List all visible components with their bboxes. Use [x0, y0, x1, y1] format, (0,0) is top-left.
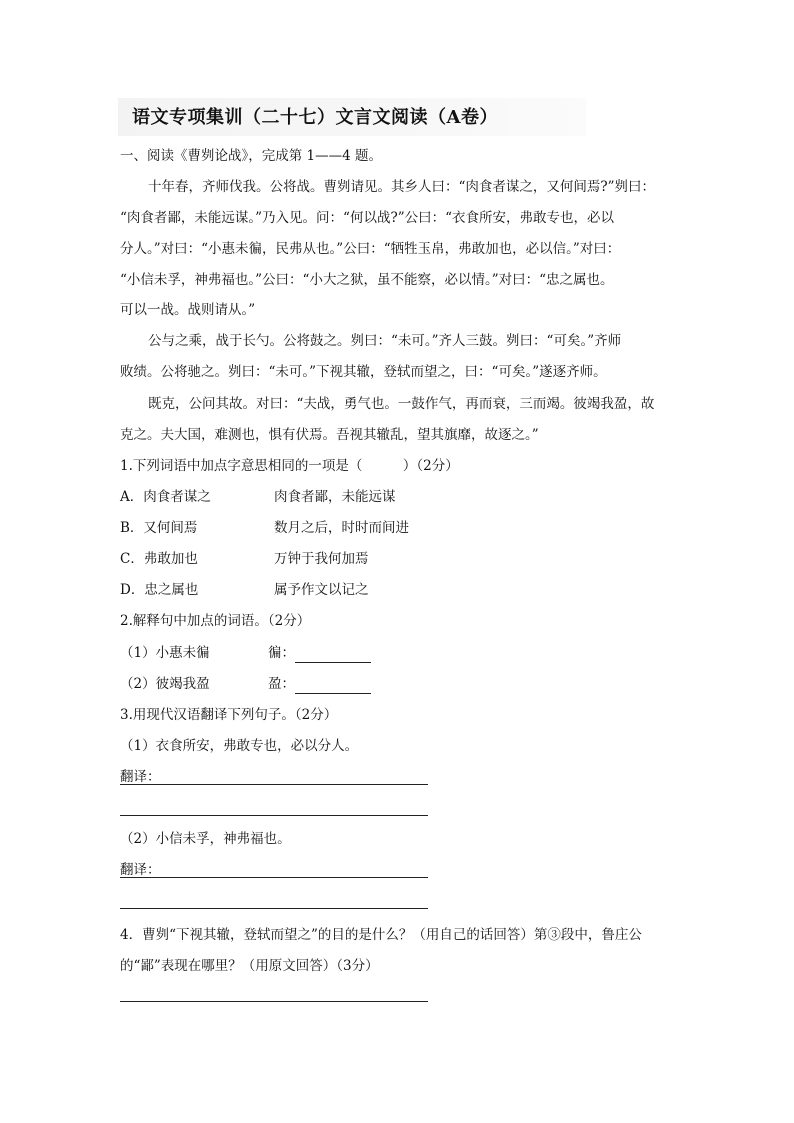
question-1-stem: 1.下列词语中加点字意思相同的一项是（ ）（2分）	[120, 458, 459, 474]
passage-line: 败绩。公将驰之。刿曰：“未可。”下视其辙，登轼而望之，曰：“可矣。”遂逐齐师。	[120, 364, 607, 380]
q1-option-a: A．肉食者谋之	[120, 489, 211, 505]
answer-blank[interactable]	[295, 679, 371, 694]
question-2-stem: 2.解释句中加点的词语。（2分）	[120, 613, 311, 629]
answer-line[interactable]	[120, 784, 428, 785]
passage-line: 既克，公问其故。对曰：“夫战，勇气也。一鼓作气，再而衰，三而竭。彼竭我盈，故	[148, 396, 655, 412]
q2-item-2-answer[interactable]	[268, 674, 371, 694]
q3-translate-label-1: 翻译：	[120, 769, 161, 785]
q1-option-d-pair: 属予作文以记之	[274, 582, 369, 598]
q1-option-b: B．又何间焉	[120, 520, 198, 536]
q2-item-1: （1）小惠未徧	[120, 645, 210, 661]
q3-sentence-2: （2）小信未孚，神弗福也。	[120, 831, 291, 847]
q2-item-1-label: 徧：	[268, 645, 295, 661]
q2-item-2-label: 盈：	[268, 676, 295, 692]
passage-line: 分人。”对曰：“小惠未徧，民弗从也。”公曰：“牺牲玉帛，弗敢加也，必以信。”对曰：	[120, 241, 621, 257]
q3-sentence-1: （1）衣食所安，弗敢专也，必以分人。	[120, 738, 359, 754]
q1-option-b-pair: 数月之后，时时而间进	[274, 520, 409, 536]
q2-item-1-answer[interactable]	[268, 643, 371, 663]
answer-line[interactable]	[120, 1001, 428, 1002]
passage-line: 可以一战。战则请从。”	[120, 302, 256, 318]
answer-line[interactable]	[120, 815, 428, 816]
q1-option-c: C．弗敢加也	[120, 551, 198, 567]
answer-blank[interactable]	[295, 648, 371, 663]
page-title: 语文专项集训（二十七）文言文阅读（A卷）	[132, 107, 498, 128]
q1-option-c-pair: 万钟于我何加焉	[274, 551, 369, 567]
answer-line[interactable]	[120, 877, 428, 878]
section-heading: 一、阅读《曹刿论战》，完成第 1——4 题。	[120, 148, 383, 164]
question-4-line-1: 4．曹刿“下视其辙，登轼而望之”的目的是什么？（用自己的话回答）第③段中，鲁庄公	[120, 927, 642, 943]
passage-line: “肉食者鄙，未能远谋。”乃入见。问：“何以战?”公曰：“衣食所安，弗敢专也，必以	[120, 210, 614, 226]
q2-item-2: （2）彼竭我盈	[120, 676, 210, 692]
passage-line: 克之。夫大国，难测也，惧有伏焉。吾视其辙乱，望其旗靡，故逐之。”	[120, 427, 539, 443]
question-4-line-2: 的“鄙”表现在哪里？（用原文回答）（3分）	[120, 958, 379, 974]
passage-line: “小信未孚，神弗福也。”公曰：“小大之狱，虽不能察，必以情。”对曰：“忠之属也。	[120, 272, 614, 288]
q1-option-d: D．忠之属也	[120, 582, 199, 598]
answer-line[interactable]	[120, 908, 428, 909]
question-3-stem: 3.用现代汉语翻译下列句子。（2分）	[120, 707, 338, 723]
passage-line: 公与之乘，战于长勺。公将鼓之。刿曰：“未可。”齐人三鼓。刿曰：“可矣。”齐师	[148, 333, 622, 349]
passage-line: 十年春，齐师伐我。公将战。曹刿请见。其乡人曰：“肉食者谋之，又何间焉?”刿曰：	[148, 179, 656, 195]
q1-option-a-pair: 肉食者鄙，未能远谋	[274, 489, 396, 505]
q3-translate-label-2: 翻译：	[120, 862, 161, 878]
